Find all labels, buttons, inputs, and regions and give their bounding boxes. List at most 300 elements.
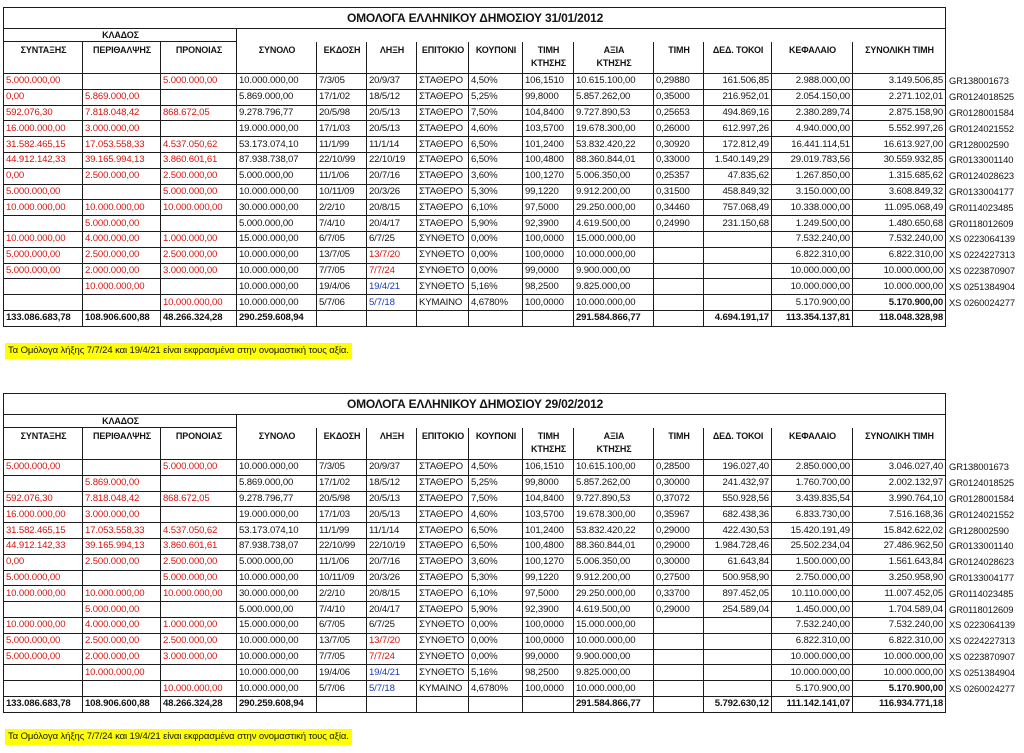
cell-timi: 0,37072 [654,491,704,507]
cell-ded-tokoi: 254.589,04 [704,602,772,618]
cell-pronoias [161,121,237,137]
cell-syntaxis: 5.000.000,00 [4,460,83,476]
cell-ekdosi: 2/2/10 [317,586,367,602]
cell-kefalaio: 1.760.700,00 [772,475,853,491]
cell-ded-tokoi: 161.506,85 [704,74,772,90]
cell-syntaxis: 10.000.000,00 [4,231,83,247]
cell-syntaxis: 592.076,30 [4,491,83,507]
cell-kefalaio: 6.822.310,00 [772,633,853,649]
cell-syntaxis: 16.000.000,00 [4,121,83,137]
cell-lixi: 20/4/17 [367,216,417,232]
cell-synolo: 5.869.000,00 [237,89,317,105]
cell-synoliki-timi: 11.095.068,49 [853,200,946,216]
cell-synoliki-timi: 16.613.927,00 [853,137,946,153]
cell-timi [654,263,704,279]
cell-ded-tokoi [704,633,772,649]
cell-pronoias: 5.000.000,00 [161,74,237,90]
cell-ekdosi: 22/10/99 [317,538,367,554]
cell-lixi: 20/3/26 [367,570,417,586]
cell-kefalaio: 2.850.000,00 [772,460,853,476]
cell-lixi: 20/5/13 [367,121,417,137]
cell-synoliki-timi: 7.532.240,00 [853,231,946,247]
cell-axia-ktisis: 9.825.000,00 [574,279,654,295]
cell-ded-tokoi: 196.027,40 [704,460,772,476]
cell-synolo: 10.000.000,00 [237,460,317,476]
cell-ekdosi: 19/4/06 [317,665,367,681]
cell-timi-ktisis: 100,1270 [523,168,574,184]
total-kefalaio: 111.142.141,07 [772,696,853,712]
column-header-lixi: ΛΗΞΗ [367,42,417,74]
cell-synolo: 30.000.000,00 [237,586,317,602]
cell-syntaxis [4,216,83,232]
bond-row [4,137,1021,153]
cell-axia-ktisis: 10.615.100,00 [574,74,654,90]
isin-code: GR0124018525 [949,91,1015,103]
cell-synolo: 53.173.074,10 [237,523,317,539]
cell-ded-tokoi: 1.984.728,46 [704,538,772,554]
cell-ded-tokoi: 494.869,16 [704,105,772,121]
cell-synolo: 5.869.000,00 [237,475,317,491]
cell-perithalpsis: 39.165.994,13 [83,538,161,554]
cell-ded-tokoi [704,263,772,279]
cell-axia-ktisis: 5.857.262,00 [574,89,654,105]
cell-epitokio: ΣΤΑΘΕΡΟ [417,602,469,618]
cell-kefalaio: 1.267.850,00 [772,168,853,184]
cell-ded-tokoi: 231.150,68 [704,216,772,232]
isin-code: GR0118012609 [949,217,1014,229]
cell-epitokio: ΣΤΑΘΕΡΟ [417,216,469,232]
total-pronoias: 48.266.324,28 [161,696,237,712]
column-header-kefalaio: ΚΕΦΑΛΑΙΟ [772,42,853,74]
column-header-timi-ktisis: ΤΙΜΗ ΚΤΗΣΗΣ [523,42,574,74]
cell-ekdosi: 7/3/05 [317,74,367,90]
cell-synoliki-timi: 3.990.764,10 [853,491,946,507]
cell-syntaxis: 0,00 [4,168,83,184]
isin-spacer [946,415,1021,428]
cell-timi-ktisis: 100,4800 [523,538,574,554]
cell-perithalpsis: 10.000.000,00 [83,279,161,295]
column-header-row [4,428,1021,460]
column-header-lixi: ΛΗΞΗ [367,428,417,460]
cell-axia-ktisis: 10.000.000,00 [574,247,654,263]
cell-synoliki-timi: 2.875.158,90 [853,105,946,121]
cell-epitokio: ΣΤΑΘΕΡΟ [417,89,469,105]
cell-synolo: 53.173.074,10 [237,137,317,153]
cell-kouponi: 4,60% [469,121,523,137]
bond-row [4,184,1021,200]
cell-synoliki-timi: 1.561.643,84 [853,554,946,570]
total-perithalpsis: 108.906.600,88 [83,310,161,326]
cell-synolo: 15.000.000,00 [237,231,317,247]
cell-kouponi: 5,30% [469,184,523,200]
cell-synoliki-timi: 3.250.958,90 [853,570,946,586]
cell-lixi: 6/7/25 [367,617,417,633]
cell-kefalaio: 10.000.000,00 [772,279,853,295]
cell-kouponi: 7,50% [469,105,523,121]
cell-ekdosi: 17/1/03 [317,507,367,523]
cell-timi-ktisis: 97,5000 [523,200,574,216]
cell-kouponi: 4,60% [469,507,523,523]
cell-axia-ktisis: 29.250.000,00 [574,200,654,216]
cell-ded-tokoi: 241.432,97 [704,475,772,491]
cell-epitokio: ΣΤΑΘΕΡΟ [417,105,469,121]
cell-timi: 0,33700 [654,586,704,602]
totals-row [4,310,1021,326]
cell-timi [654,231,704,247]
column-header-epitokio: ΕΠΙΤΟΚΙΟ [417,42,469,74]
cell-pronoias [161,507,237,523]
column-header-timi: ΤΙΜΗ [654,428,704,460]
column-header-axia-ktisis: ΑΞΙΑ ΚΤΗΣΗΣ [574,42,654,74]
cell-ekdosi: 17/1/02 [317,475,367,491]
cell-syntaxis: 5.000.000,00 [4,263,83,279]
cell-timi-ktisis: 103,5700 [523,507,574,523]
isin-spacer [946,696,1021,712]
cell-axia-ktisis: 9.900.000,00 [574,649,654,665]
cell-ded-tokoi: 897.452,05 [704,586,772,602]
cell-ekdosi: 5/7/06 [317,295,367,311]
cell-pronoias [161,665,237,681]
cell-epitokio: ΣΤΑΘΕΡΟ [417,475,469,491]
cell-epitokio: ΣΤΑΘΕΡΟ [417,184,469,200]
bond-report-january [3,7,1020,367]
group-header: ΚΛΑΔΟΣ [4,29,237,42]
cell-ekdosi: 11/1/99 [317,137,367,153]
cell-epitokio: ΣΤΑΘΕΡΟ [417,137,469,153]
isin-code: GR128002590 [949,524,1009,536]
cell-perithalpsis: 10.000.000,00 [83,665,161,681]
cell-epitokio: ΣΤΑΘΕΡΟ [417,507,469,523]
cell-timi: 0,33000 [654,152,704,168]
isin-code: GR0124018525 [949,477,1015,489]
cell-synolo: 5.000.000,00 [237,602,317,618]
cell-timi-ktisis: 100,1270 [523,554,574,570]
cell-pronoias [161,475,237,491]
cell-timi [654,649,704,665]
column-header-ekdosi: ΕΚΔΟΣΗ [317,42,367,74]
cell-synoliki-timi: 5.552.997,26 [853,121,946,137]
isin-spacer [946,428,1021,460]
cell-pronoias: 5.000.000,00 [161,184,237,200]
cell-perithalpsis: 2.000.000,00 [83,649,161,665]
cell-timi: 0,30000 [654,554,704,570]
cell-synolo: 10.000.000,00 [237,649,317,665]
cell-syntaxis: 592.076,30 [4,105,83,121]
cell-synoliki-timi: 11.007.452,05 [853,586,946,602]
cell-syntaxis [4,295,83,311]
cell-epitokio: ΣΤΑΘΕΡΟ [417,121,469,137]
cell-kouponi: 6,50% [469,152,523,168]
cell-synoliki-timi: 1.315.685,62 [853,168,946,184]
cell-kouponi: 5,25% [469,475,523,491]
bond-row [4,105,1021,121]
cell-kouponi: 0,00% [469,263,523,279]
cell-ekdosi: 2/2/10 [317,200,367,216]
cell-timi [654,617,704,633]
cell-kouponi: 0,00% [469,247,523,263]
cell-pronoias: 10.000.000,00 [161,295,237,311]
column-header-synolo: ΣΥΝΟΛΟ [237,42,317,74]
cell-synoliki-timi: 5.170.900,00 [853,295,946,311]
bond-row [4,570,1021,586]
cell-perithalpsis: 2.500.000,00 [83,168,161,184]
cell-kouponi: 6,50% [469,538,523,554]
cell-lixi: 13/7/20 [367,247,417,263]
cell-synoliki-timi: 7.532.240,00 [853,617,946,633]
cell-synoliki-timi: 2.271.102,01 [853,89,946,105]
cell-synolo: 87.938.738,07 [237,152,317,168]
cell-ded-tokoi: 550.928,56 [704,491,772,507]
cell-synoliki-timi: 30.559.932,85 [853,152,946,168]
cell-kefalaio: 7.532.240,00 [772,617,853,633]
cell-kefalaio: 2.054.150,00 [772,89,853,105]
cell-synolo: 10.000.000,00 [237,570,317,586]
cell-epitokio: ΣΤΑΘΕΡΟ [417,570,469,586]
cell-synoliki-timi: 1.480.650,68 [853,216,946,232]
cell-synolo: 10.000.000,00 [237,247,317,263]
cell-syntaxis: 5.000.000,00 [4,649,83,665]
cell-timi-ktisis: 100,0000 [523,633,574,649]
table-title: ΟΜΟΛΟΓΑ ΕΛΛΗΝΙΚΟΥ ΔΗΜΟΣΙΟΥ 31/01/2012 [4,8,946,29]
cell-epitokio: ΣΤΑΘΕΡΟ [417,538,469,554]
cell-ekdosi: 20/5/98 [317,105,367,121]
cell-timi [654,665,704,681]
cell-lixi: 5/7/18 [367,681,417,697]
isin-spacer [946,394,1021,415]
cell-perithalpsis: 2.500.000,00 [83,633,161,649]
cell-axia-ktisis: 88.360.844,01 [574,538,654,554]
bond-row [4,633,1021,649]
cell-ekdosi: 10/11/09 [317,570,367,586]
cell-synoliki-timi: 27.486.962,50 [853,538,946,554]
cell-axia-ktisis: 5.006.350,00 [574,554,654,570]
column-header-kouponi: ΚΟΥΠΟΝΙ [469,42,523,74]
cell-ekdosi: 22/10/99 [317,152,367,168]
isin-spacer [946,8,1021,29]
cell-perithalpsis: 3.000.000,00 [83,121,161,137]
cell-synoliki-timi: 5.170.900,00 [853,681,946,697]
cell-syntaxis [4,475,83,491]
cell-lixi: 19/4/21 [367,279,417,295]
cell-synolo: 10.000.000,00 [237,295,317,311]
cell-kefalaio: 4.940.000,00 [772,121,853,137]
bond-row [4,617,1021,633]
cell-lixi: 20/9/37 [367,74,417,90]
cell-perithalpsis: 2.500.000,00 [83,247,161,263]
cell-axia-ktisis: 5.006.350,00 [574,168,654,184]
isin-code: XS 0260024277 [949,682,1015,694]
cell-axia-ktisis: 4.619.500,00 [574,216,654,232]
cell-pronoias: 4.537.050,62 [161,523,237,539]
isin-code: XS 0224227313 [949,635,1015,647]
isin-code: XS 0251384904 [949,666,1015,678]
cell-kouponi: 3,60% [469,168,523,184]
bond-table [3,393,1021,713]
cell-perithalpsis [83,295,161,311]
cell-lixi: 20/3/26 [367,184,417,200]
cell-synoliki-timi: 6.822.310,00 [853,247,946,263]
cell-kouponi: 4,50% [469,460,523,476]
column-header-kouponi: ΚΟΥΠΟΝΙ [469,428,523,460]
cell-synolo: 30.000.000,00 [237,200,317,216]
cell-timi: 0,30920 [654,137,704,153]
cell-lixi: 20/5/13 [367,507,417,523]
column-header-syntaxis: ΣΥΝΤΑΞΗΣ [4,428,83,460]
cell-timi-ktisis: 100,0000 [523,681,574,697]
cell-ekdosi: 7/3/05 [317,460,367,476]
cell-kefalaio: 25.502.234,04 [772,538,853,554]
cell-syntaxis: 31.582.465,15 [4,523,83,539]
column-header-synoliki-timi: ΣΥΝΟΛΙΚΗ ΤΙΜΗ [853,428,946,460]
isin-spacer [946,29,1021,42]
cell-kouponi: 4,50% [469,74,523,90]
cell-epitokio: ΣΥΝΘΕΤΟ [417,633,469,649]
cell-axia-ktisis: 15.000.000,00 [574,617,654,633]
bond-row [4,523,1021,539]
column-header-ded-tokoi: ΔΕΔ. ΤΟΚΟΙ [704,428,772,460]
cell-ekdosi: 19/4/06 [317,279,367,295]
cell-syntaxis [4,602,83,618]
column-header-epitokio: ΕΠΙΤΟΚΙΟ [417,428,469,460]
isin-code: GR0124028623 [949,556,1015,568]
cell-lixi: 20/8/15 [367,586,417,602]
cell-perithalpsis: 4.000.000,00 [83,617,161,633]
cell-timi-ktisis: 104,8400 [523,491,574,507]
cell-ded-tokoi [704,665,772,681]
cell-timi: 0,29880 [654,74,704,90]
cell-timi-ktisis: 100,0000 [523,617,574,633]
cell-ded-tokoi: 458.849,32 [704,184,772,200]
cell-timi: 0,25653 [654,105,704,121]
cell-syntaxis: 5.000.000,00 [4,247,83,263]
total-epitokio [417,696,469,712]
cell-perithalpsis: 10.000.000,00 [83,200,161,216]
bond-row [4,152,1021,168]
title-row [4,394,1021,415]
cell-lixi: 5/7/18 [367,295,417,311]
cell-perithalpsis: 4.000.000,00 [83,231,161,247]
cell-kouponi: 6,10% [469,200,523,216]
cell-axia-ktisis: 53.832.420,22 [574,137,654,153]
cell-kefalaio: 2.750.000,00 [772,570,853,586]
cell-ded-tokoi: 500.958,90 [704,570,772,586]
cell-pronoias: 3.000.000,00 [161,649,237,665]
cell-perithalpsis [83,184,161,200]
cell-kouponi: 5,16% [469,279,523,295]
cell-syntaxis: 44.912.142,33 [4,152,83,168]
cell-pronoias: 2.500.000,00 [161,247,237,263]
cell-kouponi: 5,30% [469,570,523,586]
cell-lixi: 11/1/14 [367,137,417,153]
cell-timi [654,247,704,263]
cell-ekdosi: 7/7/05 [317,263,367,279]
cell-timi-ktisis: 100,0000 [523,247,574,263]
cell-synolo: 10.000.000,00 [237,263,317,279]
cell-axia-ktisis: 53.832.420,22 [574,523,654,539]
cell-synolo: 10.000.000,00 [237,279,317,295]
cell-synoliki-timi: 15.842.622,02 [853,523,946,539]
total-lixi [367,696,417,712]
cell-kouponi: 4,6780% [469,295,523,311]
cell-perithalpsis: 7.818.048,42 [83,105,161,121]
bond-table-body [4,394,1021,713]
cell-ekdosi: 11/1/99 [317,523,367,539]
cell-epitokio: ΣΥΝΘΕΤΟ [417,617,469,633]
cell-lixi: 22/10/19 [367,538,417,554]
cell-synolo: 9.278.796,77 [237,491,317,507]
cell-pronoias: 3.000.000,00 [161,263,237,279]
bond-row [4,538,1021,554]
totals-row [4,696,1021,712]
bond-row [4,74,1021,90]
cell-syntaxis: 44.912.142,33 [4,538,83,554]
isin-code: GR0128001584 [949,106,1015,118]
cell-syntaxis: 16.000.000,00 [4,507,83,523]
cell-pronoias: 3.860.601,61 [161,538,237,554]
cell-ded-tokoi: 47.835,62 [704,168,772,184]
note: Τα Ομόλογα λήξης 7/7/24 και 19/4/21 είναι εκφρασμένα στην ονομαστική τους αξία. [5,343,352,359]
bond-table [3,7,1021,327]
cell-syntaxis: 31.582.465,15 [4,137,83,153]
bond-row [4,507,1021,523]
total-synoliki-timi: 118.048.328,98 [853,310,946,326]
isin-code: GR128002590 [949,138,1009,150]
cell-synolo: 10.000.000,00 [237,681,317,697]
cell-kouponi: 0,00% [469,231,523,247]
cell-syntaxis [4,665,83,681]
cell-synolo: 5.000.000,00 [237,168,317,184]
total-ded-tokoi: 4.694.191,17 [704,310,772,326]
cell-kefalaio: 10.110.000,00 [772,586,853,602]
cell-pronoias [161,279,237,295]
cell-timi-ktisis: 100,0000 [523,295,574,311]
cell-timi-ktisis: 100,0000 [523,231,574,247]
cell-syntaxis: 0,00 [4,554,83,570]
cell-epitokio: ΣΤΑΘΕΡΟ [417,523,469,539]
cell-kouponi: 3,60% [469,554,523,570]
cell-kefalaio: 10.338.000,00 [772,200,853,216]
column-header-perithalpsis: ΠΕΡΙΘΑΛΨΗΣ [83,428,161,460]
cell-lixi: 19/4/21 [367,665,417,681]
cell-axia-ktisis: 10.000.000,00 [574,295,654,311]
cell-timi-ktisis: 99,8000 [523,89,574,105]
cell-perithalpsis [83,460,161,476]
cell-epitokio: ΣΤΑΘΕΡΟ [417,460,469,476]
cell-kouponi: 5,90% [469,602,523,618]
cell-syntaxis: 0,00 [4,89,83,105]
cell-kefalaio: 16.441.114,51 [772,137,853,153]
cell-pronoias: 1.000.000,00 [161,231,237,247]
isin-code: GR138001673 [949,461,1009,473]
bond-row [4,586,1021,602]
cell-ekdosi: 13/7/05 [317,247,367,263]
cell-kefalaio: 2.380.289,74 [772,105,853,121]
column-header-timi: ΤΙΜΗ [654,42,704,74]
cell-timi-ktisis: 99,1220 [523,570,574,586]
cell-synolo: 19.000.000,00 [237,507,317,523]
cell-synolo: 10.000.000,00 [237,665,317,681]
cell-axia-ktisis: 10.000.000,00 [574,681,654,697]
cell-ded-tokoi: 682.438,36 [704,507,772,523]
cell-kefalaio: 10.000.000,00 [772,649,853,665]
cell-kefalaio: 7.532.240,00 [772,231,853,247]
cell-pronoias [161,216,237,232]
cell-ekdosi: 6/7/05 [317,617,367,633]
cell-axia-ktisis: 9.727.890,53 [574,491,654,507]
cell-lixi: 20/4/17 [367,602,417,618]
column-header-synoliki-timi: ΣΥΝΟΛΙΚΗ ΤΙΜΗ [853,42,946,74]
cell-epitokio: ΣΤΑΘΕΡΟ [417,491,469,507]
